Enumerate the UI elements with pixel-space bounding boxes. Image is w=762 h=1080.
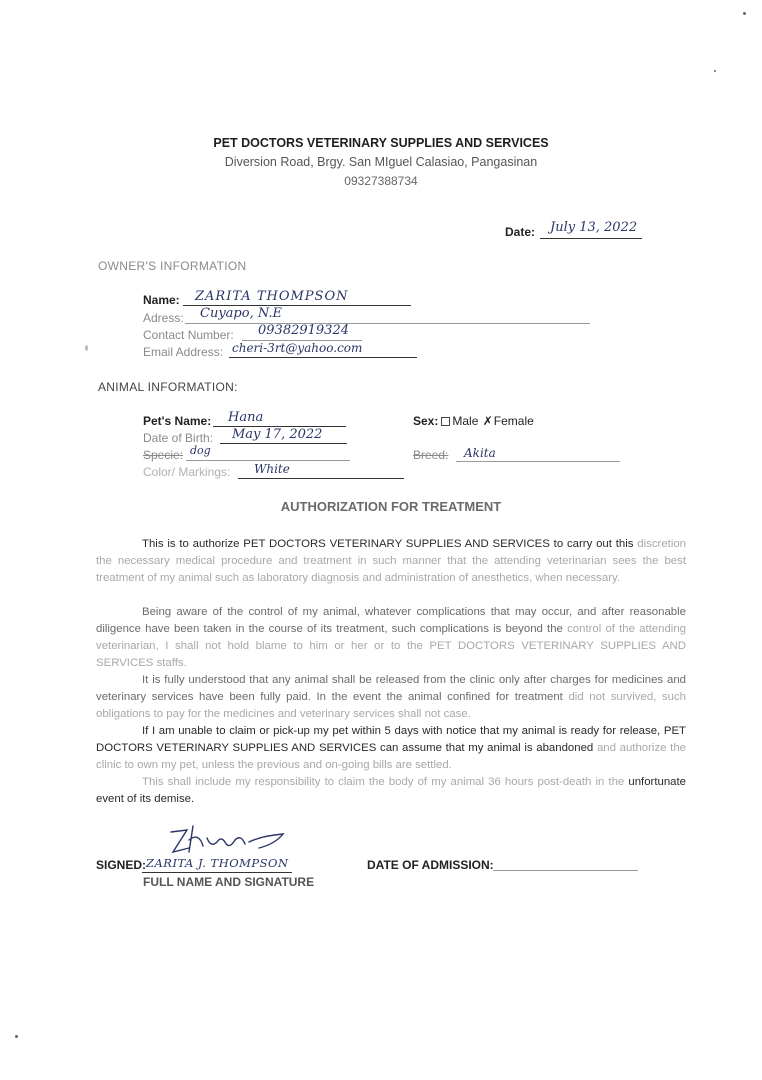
dob-value: May 17, 2022 [232, 427, 323, 442]
owner-contact-value: 09382919324 [258, 323, 349, 338]
owner-email-label: Email Address: [143, 345, 224, 359]
authorization-paragraph-5 [96, 774, 686, 808]
owner-contact-label: Contact Number: [143, 328, 234, 342]
color-value: White [254, 462, 290, 476]
date-line [540, 238, 642, 239]
owner-section-title: OWNER'S INFORMATION [98, 259, 247, 273]
owner-name-label: Name: [143, 293, 180, 307]
scan-speck [714, 70, 716, 72]
female-check-mark: ✗ [482, 414, 493, 428]
specie-label: Specie: [143, 448, 184, 462]
sex-male-label: Male [452, 414, 479, 428]
breed-label: Breed: [413, 448, 449, 462]
specie-line [186, 460, 350, 461]
p3-line-b: did not survived, such obligations to pay for the medicines and veterinary services shall not case. [96, 691, 686, 720]
scan-speck [743, 12, 746, 15]
authorization-paragraph-2 [96, 604, 686, 672]
sex-label: Sex: [413, 414, 439, 428]
owner-address-value: Cuyapo, N.E [200, 306, 282, 321]
clinic-address: Diversion Road, Brgy. San MIguel Calasiao, Pangasinan [224, 155, 538, 169]
scan-speck [15, 1035, 18, 1038]
color-label: Color/ Markings: [143, 465, 231, 479]
pet-name-value: Hana [228, 410, 264, 425]
authorization-paragraph-4 [96, 723, 686, 774]
color-line [238, 478, 404, 479]
p2-line-a: Being aware of the control of my animal, whatever complications that may occur, and after reasonable diligence have been taken in the course of its treatment, such complications is beyond the [96, 606, 686, 635]
p1-line-a: This is to authorize PET DOCTORS VETERINARY SUPPLIES AND SERVICES to carry out this [142, 538, 634, 550]
owner-email-line [229, 357, 417, 358]
scan-speck [85, 345, 88, 351]
sex-field [413, 414, 534, 428]
admission-line [493, 870, 638, 871]
p1-line-b: discretion the necessary medical procedure and treatment in such manner that the attending veterinarian sees the best treatment of my animal such as laboratory diagnosis and administration of anesthetics, when necessary. [96, 538, 687, 584]
signature-line [142, 872, 292, 873]
animal-section-title: ANIMAL INFORMATION: [98, 380, 238, 394]
owner-address-line [185, 323, 590, 324]
p5-line-a: This shall include my responsibility to claim the body of my animal 36 hours post-death in the [142, 776, 625, 788]
signed-label: SIGNED: [96, 858, 147, 872]
date-value: July 13, 2022 [550, 220, 638, 235]
owner-name-value: ZARITA THOMPSON [195, 289, 349, 304]
breed-value: Akita [464, 446, 496, 460]
pet-name-label: Pet's Name: [143, 414, 212, 428]
signature-caption: FULL NAME AND SIGNATURE [143, 875, 315, 889]
specie-value: dog [190, 444, 211, 457]
clinic-name: PET DOCTORS VETERINARY SUPPLIES AND SERVICES [213, 136, 549, 150]
signed-name: ZARITA J. THOMPSON [146, 856, 289, 870]
signature-scribble [165, 822, 290, 860]
male-checkbox [441, 417, 450, 426]
dob-label: Date of Birth: [143, 431, 214, 445]
p4-line-b: and authorize the clinic to own my pet, unless the previous and on-going bills are settled. [96, 742, 686, 771]
owner-email-value: cheri-3rt@yahoo.com [232, 341, 363, 355]
owner-address-label: Adress: [143, 311, 184, 325]
p2-line-b: control of the attending veterinarian, I shall not hold blame to him or her or to the PET DOCTORS VETERINARY SUPPLIES AND SERVICES staffs. [96, 623, 686, 669]
dob-line [220, 443, 347, 444]
breed-line [456, 461, 620, 462]
p3-line-a: It is fully understood that any animal shall be released from the clinic only after charges for medicines and veterinary services have been fully paid. In the event the animal confined for treatment [96, 674, 686, 703]
authorization-paragraph-3 [96, 672, 686, 723]
admission-label: DATE OF ADMISSION: [367, 858, 494, 872]
date-label: Date: [505, 225, 536, 239]
authorization-title: AUTHORIZATION FOR TREATMENT [280, 499, 502, 514]
p5-line-b: unfortunate event of its demise. [96, 776, 686, 805]
authorization-paragraph-1 [96, 536, 686, 587]
clinic-phone: 09327388734 [344, 174, 418, 188]
p4-line-a: If I am unable to claim or pick-up my pet within 5 days with notice that my animal is ready for release, PET DOCTORS VETERINARY SUPPLIES AND SERVICES can assume that my animal is abandoned [96, 725, 686, 754]
sex-female-label: Female [493, 414, 534, 428]
